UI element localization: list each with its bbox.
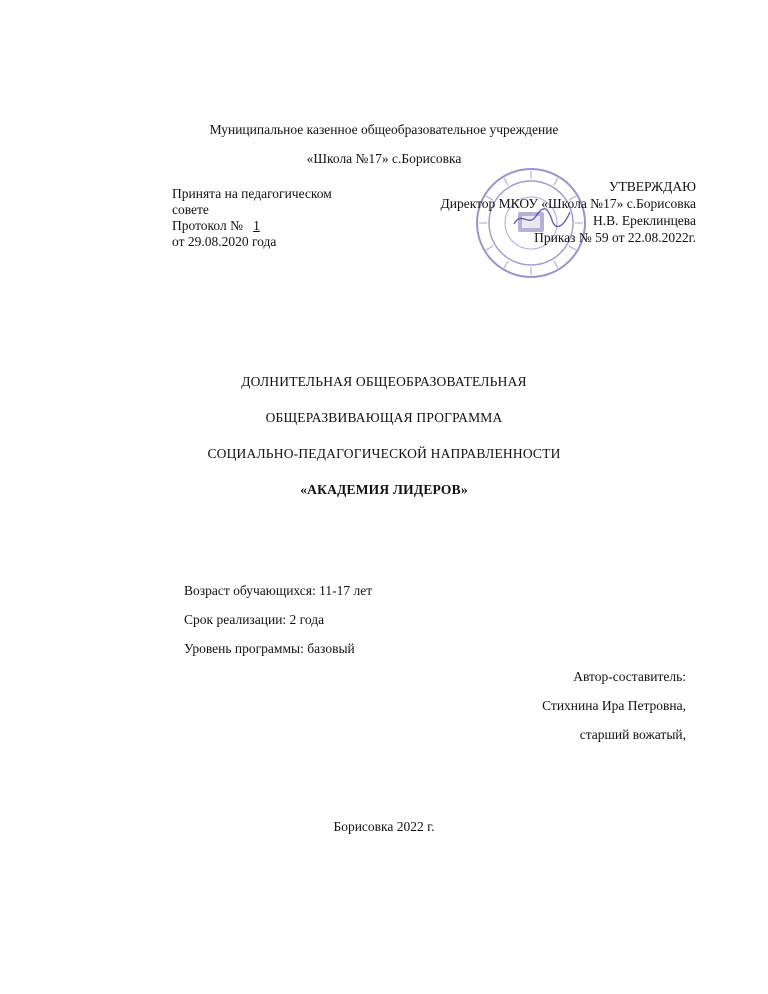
- author-position: старший вожатый,: [579, 727, 686, 742]
- accepted-line1: Принята на педагогическом: [172, 186, 332, 201]
- protocol-number: 1: [253, 218, 260, 233]
- program-name: «АКАДЕМИЯ ЛИДЕРОВ»: [300, 482, 468, 497]
- program-title-line1: ДОЛНИТЕЛЬНАЯ ОБЩЕОБРАЗОВАТЕЛЬНАЯ: [241, 374, 527, 389]
- program-title-line2: ОБЩЕРАЗВИВАЮЩАЯ ПРОГРАММА: [265, 410, 503, 425]
- accepted-date: от 29.08.2020 года: [172, 234, 277, 249]
- institution-name: Муниципальное казенное общеобразовательное учреждение: [209, 122, 559, 137]
- protocol-label: Протокол №: [172, 218, 243, 233]
- accepted-line2: совете: [172, 202, 209, 217]
- approved-line2: Н.В. Ереклинцева: [592, 213, 696, 228]
- school-name: «Школа №17» с.Борисовка: [306, 151, 462, 166]
- approved-line1: Директор МКОУ «Школа №17» с.Борисовка: [440, 196, 696, 211]
- approved-line3: Приказ № 59 от 22.08.2022г.: [534, 230, 696, 245]
- program-title-line3: СОЦИАЛЬНО-ПЕДАГОГИЧЕСКОЙ НАПРАВЛЕННОСТИ: [207, 446, 561, 461]
- program-level: Уровень программы: базовый: [184, 641, 355, 656]
- protocol-line: [172, 218, 332, 234]
- accepted-block: [172, 186, 332, 250]
- author-label: Автор-составитель:: [573, 669, 686, 684]
- implementation-term: Срок реализации: 2 года: [184, 612, 325, 627]
- place-year: Борисовка 2022 г.: [333, 819, 435, 834]
- approved-title: УТВЕРЖДАЮ: [608, 179, 696, 194]
- student-age: Возраст обучающихся: 11-17 лет: [184, 583, 373, 598]
- approved-block: [441, 178, 696, 246]
- author-name: Стихнина Ира Петровна,: [542, 698, 686, 713]
